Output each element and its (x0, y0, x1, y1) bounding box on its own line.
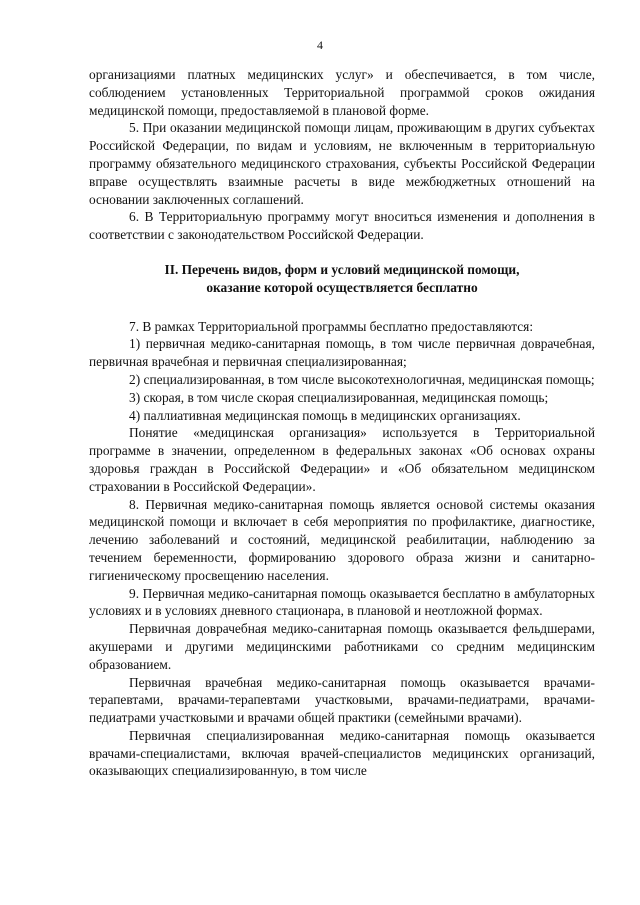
paragraph-medical: Первичная врачебная медико-санитарная помощь оказывается врачами-терапевтами, врачами-терапевтами участковыми, врачами-педиатрами, врачами-педиатрами участковыми и врачами общей практики (семейными врачами). (89, 674, 595, 726)
list-item-4: 4) паллиативная медицинская помощь в медицинских организациях. (129, 407, 521, 423)
list-item-3: 3) скорая, в том числе скорая специализированная, медицинская помощь; (129, 389, 549, 405)
paragraph-6: 6. В Территориальную программу могут вноситься изменения и дополнения в соответствии с законодательством Российской Федерации. (89, 209, 595, 243)
paragraph-5: 5. При оказании медицинской помощи лицам, проживающим в других субъектах Российской Федерации, по видам и условиям, не включенным в территориальную программу обязательного медицинского страхования, субъекты Российской Федерации вправе осуществлять взаимные расчеты в виде межбюджетных отношений на основании заключенных соглашений. (89, 120, 595, 207)
paragraph-specialized: Первичная специализированная медико-санитарная помощь оказывается врачами-специалистами, включая врачей-специалистов медицинских организаций, оказывающих специализированную, в том числе (89, 727, 595, 779)
list-item-1: 1) первичная медико-санитарная помощь, в том числе первичная доврачебная, первичная врачебная и первичная специализированная; (89, 336, 595, 370)
paragraph-pre-medical: Первичная доврачебная медико-санитарная помощь оказывается фельдшерами, акушерами и другими медицинскими работниками со средним медицинским образованием. (89, 621, 595, 672)
list-item-2: 2) специализированная, в том числе высокотехнологичная, медицинская помощь; (129, 371, 595, 387)
paragraph-definition: Понятие «медицинская организация» используется в Территориальной программе в значении, определенном в федеральных законах «Об основах охраны здоровья граждан в Российской Федерации» и «Об обязательном медицинском страховании в Российской Федерации». (89, 425, 595, 494)
paragraph-7: 7. В рамках Территориальной программы бесплатно предоставляются: (129, 318, 534, 334)
page-number: 4 (317, 38, 323, 52)
section-heading-line2: оказание которой осуществляется бесплатно (206, 279, 478, 295)
section-heading-line1: II. Перечень видов, форм и условий медицинской помощи, (164, 261, 520, 277)
section-heading (89, 261, 595, 297)
paragraph-8: 8. Первичная медико-санитарная помощь является основой системы оказания медицинской помощи и включает в себя мероприятия по профилактике, диагностике, лечению заболеваний и состояний, медицинской реабилитации, наблюдению за течением беременности, формированию здорового образа жизни и санитарно-гигиеническому просвещению населения. (89, 496, 595, 583)
paragraph-9: 9. Первичная медико-санитарная помощь оказывается бесплатно в амбулаторных условиях и в условиях дневного стационара, в плановой и неотложной формах. (89, 585, 595, 619)
paragraph-continuation: организациями платных медицинских услуг» и обеспечивается, в том числе, соблюдением установленных Территориальной программой сроков ожидания медицинской помощи, предоставляемой в плановой форме. (89, 67, 595, 118)
document-body (89, 66, 595, 780)
